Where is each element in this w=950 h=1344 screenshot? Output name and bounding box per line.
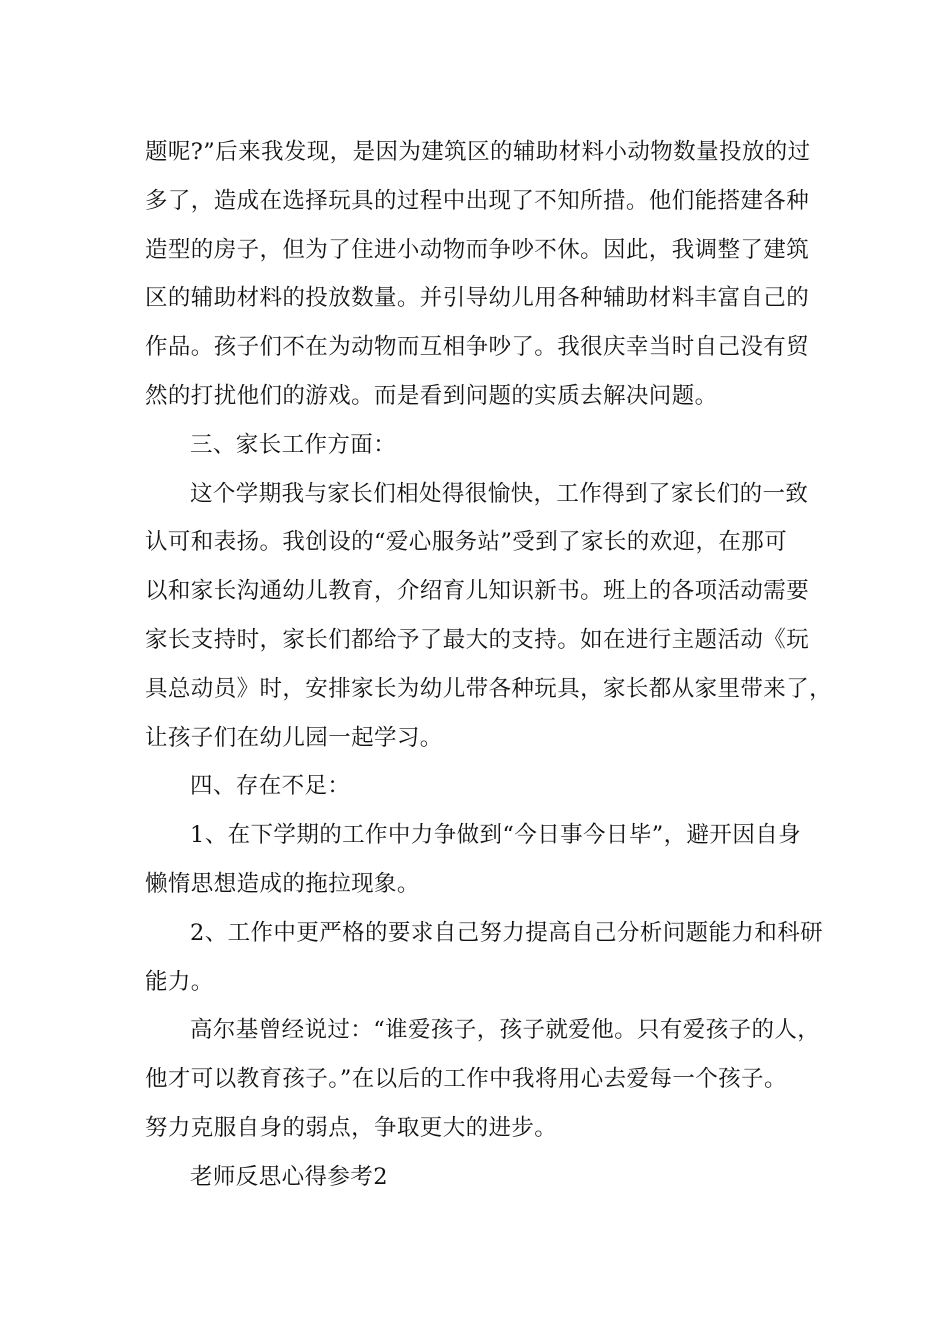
text-line: 造型的房子，但为了住进小动物而争吵不休。因此，我调整了建筑 [145,236,810,263]
text-line: 努力克服自身的弱点，争取更大的进步。 [145,1114,558,1141]
text-line: 多了，造成在选择玩具的过程中出现了不知所措。他们能搭建各种 [145,187,810,214]
paragraph-parent-work [145,470,833,763]
text-line: 作品。孩子们不在为动物而互相争吵了。我很庆幸当时自己没有贸 [145,334,810,361]
document-body [145,128,833,1202]
text-line: 家长支持时，家长们都给予了最大的支持。如在进行主题活动《玩 [145,626,810,653]
text-line: 这个学期我与家长们相处得很愉快，工作得到了家长们的一致 [190,480,809,507]
text-line: 题呢?”后来我发现，是因为建筑区的辅助材料小动物数量投放的过 [145,139,811,165]
section-heading-shortcomings [145,762,825,811]
heading-text: 三、家长工作方面： [190,431,397,458]
text-line: 区的辅助材料的投放数量。并引导幼儿用各种辅助材料丰富自己的 [145,285,810,312]
article-title-reference-2 [145,1153,825,1202]
heading-text: 老师反思心得参考2 [190,1163,388,1190]
paragraph-item-1 [145,811,825,909]
text-line: 让孩子们在幼儿园一起学习。 [145,724,443,751]
text-line: 1、在下学期的工作中力争做到“今日事今日毕”，避开因自身 [190,822,802,849]
text-line: 以和家长沟通幼儿教育，介绍育儿知识新书。班上的各项活动需要 [145,578,810,605]
heading-text: 四、存在不足： [190,773,351,800]
paragraph-item-2 [145,909,825,1007]
section-heading-parent-work [145,421,825,470]
text-line: 懒惰思想造成的拖拉现象。 [145,870,420,897]
paragraph-gorky-quote [145,1006,825,1152]
text-line: 认可和表扬。我创设的“爱心服务站”受到了家长的欢迎，在那可 [145,529,788,556]
text-line: 具总动员》时，安排家长为幼儿带各种玩具，家长都从家里带来了， [145,675,833,702]
paragraph-building-area [145,128,825,421]
text-line: 能力。 [145,968,214,995]
text-line: 2、工作中更严格的要求自己努力提高自己分析问题能力和科研 [190,919,824,946]
text-line: 他才可以教育孩子。”在以后的工作中我将用心去爱每一个孩子。 [145,1066,787,1093]
text-line: 高尔基曾经说过：“谁爱孩子，孩子就爱他。只有爱孩子的人， [190,1017,821,1044]
text-line: 然的打扰他们的游戏。而是看到问题的实质去解决问题。 [145,382,718,409]
